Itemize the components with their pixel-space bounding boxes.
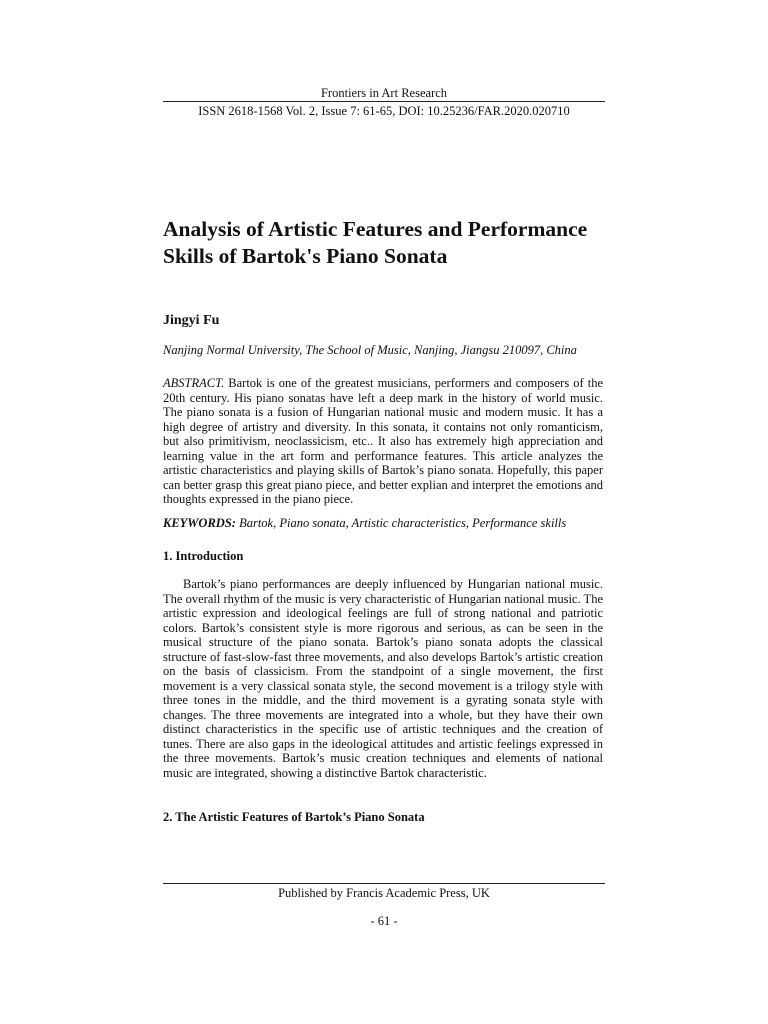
section-heading-artistic-features: 2. The Artistic Features of Bartok’s Piano Sonata	[163, 810, 425, 824]
page-number: - 61 -	[370, 914, 398, 928]
abstract	[163, 376, 603, 507]
issn-line: ISSN 2618-1568 Vol. 2, Issue 7: 61-65, DOI: 10.25236/FAR.2020.020710	[198, 104, 570, 118]
footer-rule	[163, 883, 605, 884]
author-name: Jingyi Fu	[163, 313, 220, 328]
publisher-line: Published by Francis Academic Press, UK	[278, 886, 490, 900]
abstract-label: ABSTRACT.	[163, 376, 225, 390]
introduction-body: Bartok’s piano performances are deeply influenced by Hungarian national music. The overall rhythm of the music is very characteristic of Hungarian national music. The artistic expression and ideological feelings are full of strong national and patriotic colors. Bartok’s consistent style is more rigorous and serious, as can be seen in the musical structure of the piano sonata. Bartok’s piano sonata adopts the classical structure of fast-slow-fast three movements, and also develops Bartok’s artistic creation on the basis of classicism. From the standpoint of a single movement, the first movement is a very classical sonata style, the second movement is a trilogy style with three tones in the middle, and the third movement is a gyrating sonata style with changes. The three movements are integrated into a whole, but they have their own distinct characteristics in the specific use of artistic techniques and the creation of tunes. There are also gaps in the ideological attitudes and artistic feelings expressed in the three movements. Bartok’s music creation techniques and elements of national music are integrated, showing a distinctive Bartok characteristic.	[163, 577, 603, 780]
header-rule	[163, 101, 605, 102]
author-affiliation: Nanjing Normal University, The School of Music, Nanjing, Jiangsu 210097, China	[163, 343, 577, 357]
keywords-text: Bartok, Piano sonata, Artistic characteristics, Performance skills	[235, 516, 567, 530]
section-heading-introduction: 1. Introduction	[163, 549, 244, 563]
keywords-label: KEYWORDS:	[163, 516, 236, 530]
journal-name: Frontiers in Art Research	[320, 86, 447, 100]
abstract-text: Bartok is one of the greatest musicians, performers and composers of the 20th century. His piano sonatas have left a deep mark in the history of world music. The piano sonata is a fusion of Hungarian national music and modern music. It has a high degree of artistry and diversity. In this sonata, it contains not only romanticism, but also primitivism, neoclassicism, etc.. It also has extremely high appreciation and learning value in the art form and performance features. This article analyzes the artistic characteristics and playing skills of Bartok’s piano sonata. Hopefully, this paper can better grasp this great piano piece, and better explian and interpret the emotions and thoughts expressed in the piano piece.	[163, 376, 603, 506]
paper-title: Analysis of Artistic Features and Performance Skills of Bartok's Piano Sonata	[163, 217, 588, 268]
keywords	[163, 516, 603, 531]
